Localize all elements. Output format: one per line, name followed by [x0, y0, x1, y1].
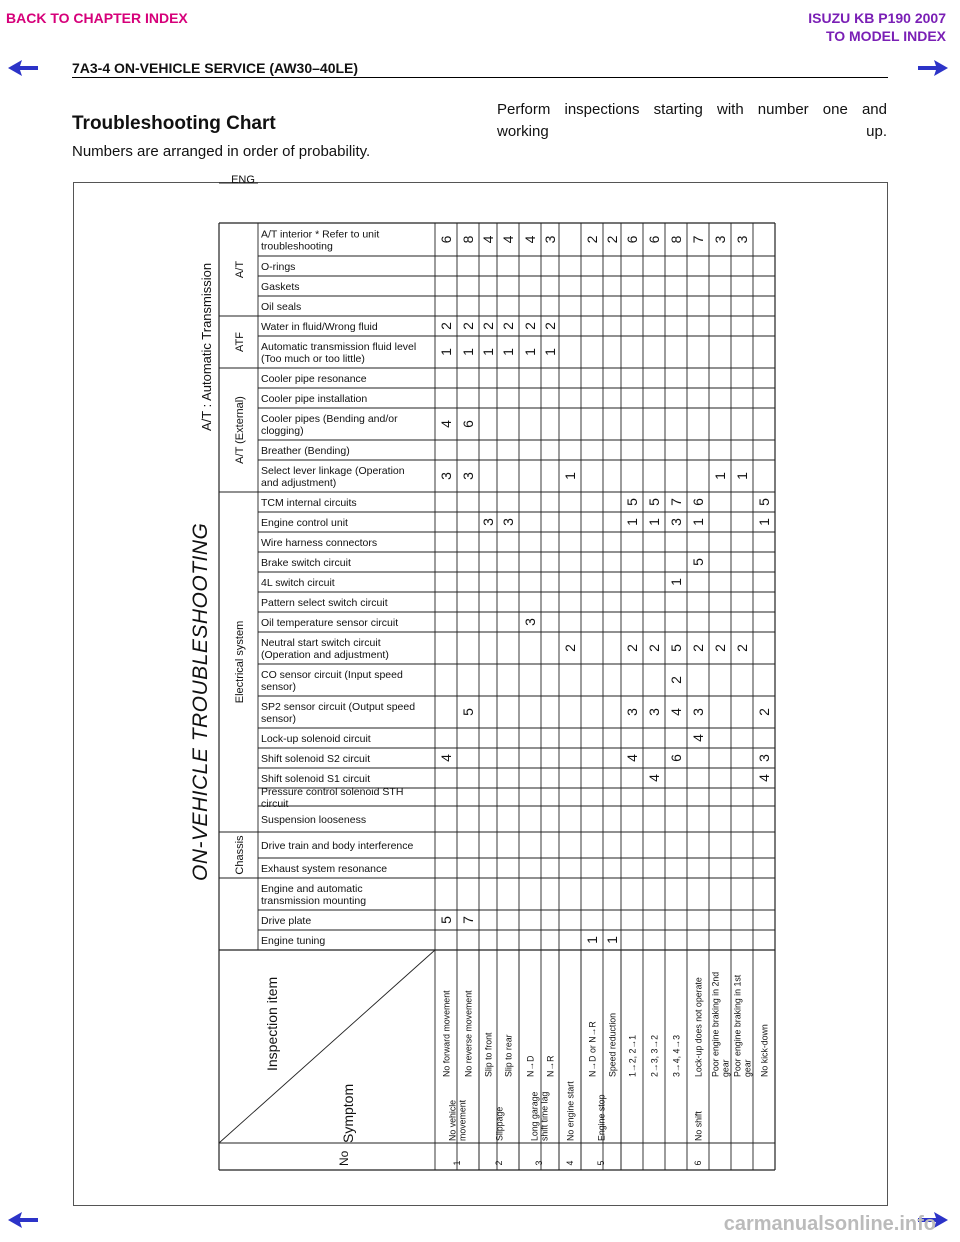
- inspection-item-label: troubleshooting: [261, 240, 333, 253]
- probability-value: 5: [438, 916, 454, 924]
- probability-value: 1: [734, 472, 750, 480]
- probability-value: 2: [712, 644, 728, 652]
- chart-big-title: ON-VEHICLE TROUBLESHOOTING: [189, 522, 212, 881]
- probability-value: 5: [624, 498, 640, 506]
- inspection-item-label: Pattern select switch circuit: [261, 597, 388, 609]
- symptom-group-label: Engine stop: [596, 1094, 607, 1141]
- inspection-item-label: Shift solenoid S2 circuit: [261, 753, 371, 765]
- probability-value: 2: [438, 322, 454, 330]
- probability-value: 2: [584, 235, 600, 244]
- inspection-item-label: Brake switch circuit: [261, 557, 351, 569]
- next-page-arrow-icon[interactable]: [916, 58, 950, 78]
- probability-value: 7: [460, 916, 476, 924]
- symptom-label: No reverse movement: [463, 990, 474, 1077]
- probability-value: 5: [646, 498, 662, 506]
- back-to-chapter-index-link[interactable]: BACK TO CHAPTER INDEX: [6, 10, 188, 26]
- probability-value: 6: [460, 420, 476, 428]
- header-inspection-label: Inspection item: [264, 976, 280, 1071]
- inspection-item-label: Cooler pipe installation: [261, 393, 368, 405]
- probability-value: 2: [522, 322, 538, 330]
- symptom-group-label: movement: [457, 1099, 468, 1141]
- probability-value: 3: [690, 708, 706, 716]
- inspection-item-label: A/T interior * Refer to unit: [261, 228, 380, 241]
- probability-value: 4: [624, 754, 640, 762]
- probability-value: 6: [668, 754, 684, 762]
- probability-value: 1: [604, 936, 620, 944]
- symptom-label: N→R: [545, 1055, 556, 1077]
- symptom-label: Poor engine braking in 1st: [732, 974, 743, 1077]
- probability-value: 3: [460, 472, 476, 480]
- model-name-link[interactable]: ISUZU KB P190 2007: [808, 10, 946, 26]
- probability-value: 1: [690, 518, 706, 526]
- symptom-group-label: Slippage: [494, 1106, 505, 1141]
- probability-value: 3: [712, 235, 728, 244]
- intro-paragraph: [497, 99, 887, 143]
- probability-value: 2: [500, 322, 516, 330]
- probability-value: 5: [668, 644, 684, 652]
- probability-value: 7: [690, 235, 706, 244]
- probability-value: 1: [668, 578, 684, 586]
- probability-value: 4: [480, 235, 496, 244]
- probability-value: 6: [438, 235, 454, 244]
- probability-value: 3: [624, 708, 640, 716]
- probability-value: 7: [668, 498, 684, 506]
- inspection-item-label: sensor): [261, 681, 297, 693]
- symptom-group-number: 5: [596, 1160, 606, 1166]
- inspection-item-label: 4L switch circuit: [261, 577, 335, 589]
- probability-value: 1: [480, 348, 496, 356]
- inspection-item-label: Gaskets: [261, 281, 300, 293]
- symptom-group-label: Long garage: [529, 1091, 540, 1141]
- probability-value: 2: [460, 322, 476, 330]
- probability-value: 4: [438, 754, 454, 762]
- inspection-item-label: Breather (Bending): [261, 445, 350, 457]
- group-label-4: Chassis: [234, 835, 246, 875]
- probability-value: 2: [542, 322, 558, 330]
- chart-legend: A/T : Automatic Transmission: [199, 262, 214, 431]
- symptom-label: Speed reduction: [607, 1012, 618, 1077]
- inspection-item-label: Engine and automatic: [261, 883, 363, 895]
- probability-value: 1: [500, 348, 516, 356]
- group-label-2: A/T (External): [234, 396, 246, 464]
- inspection-item-label: Neutral start switch circuit: [261, 637, 381, 649]
- symptom-group-number: 6: [693, 1160, 703, 1166]
- probability-value: 2: [624, 644, 640, 652]
- header-diagonal-line: [219, 950, 435, 1143]
- symptom-group-label: No shift: [693, 1111, 704, 1141]
- probability-value: 1: [542, 348, 558, 356]
- probability-value: 2: [562, 644, 578, 652]
- to-model-index-link[interactable]: TO MODEL INDEX: [825, 28, 946, 44]
- probability-value: 1: [712, 472, 728, 480]
- probability-value: 1: [646, 518, 662, 526]
- probability-value: 3: [522, 618, 538, 626]
- inspection-item-label: Wire harness connectors: [261, 537, 378, 549]
- symptom-label: Lock-up does not operate: [693, 977, 704, 1077]
- inspection-item-label: Engine tuning: [261, 935, 326, 947]
- inspection-item-label: Oil seals: [261, 301, 302, 313]
- probability-value: 1: [562, 472, 578, 480]
- probability-value: 2: [480, 322, 496, 330]
- group-label-3: Electrical system: [234, 620, 246, 704]
- inspection-item-label: Oil temperature sensor circuit: [261, 617, 399, 629]
- probability-value: 2: [646, 644, 662, 652]
- inspection-item-label: O-rings: [261, 261, 296, 273]
- probability-value: 3: [668, 518, 684, 526]
- probability-value: 5: [460, 708, 476, 716]
- symptom-group-label: No engine start: [565, 1081, 576, 1141]
- probability-value: 4: [646, 774, 662, 782]
- inspection-item-label: transmission mounting: [261, 895, 367, 907]
- symptom-label: No kick-down: [759, 1024, 770, 1077]
- probability-value: 4: [690, 734, 706, 742]
- symptom-label: Slip to front: [483, 1032, 494, 1077]
- probability-value: 3: [734, 235, 750, 244]
- header-no-label: No: [337, 1150, 351, 1166]
- probability-value: 8: [668, 235, 684, 244]
- symptom-group-label: No vehicle: [447, 1099, 458, 1141]
- probability-value: 1: [624, 518, 640, 526]
- inspection-item-label: Drive train and body interference: [261, 840, 414, 852]
- symptom-label: N→D: [525, 1055, 536, 1077]
- inspection-item-label: Select lever linkage (Operation: [261, 465, 405, 477]
- inspection-item-label: Pressure control solenoid STH: [261, 786, 404, 798]
- inspection-item-label: SP2 sensor circuit (Output speed: [261, 701, 416, 713]
- symptom-group-label: shift time lag: [539, 1091, 550, 1141]
- probability-value: 1: [522, 348, 538, 356]
- probability-value: 4: [668, 708, 684, 716]
- section-subtitle: Numbers are arranged in order of probability.: [72, 143, 371, 160]
- symptom-group-number: 4: [565, 1160, 575, 1166]
- inspection-item-label: clogging): [261, 425, 304, 437]
- symptom-label: 1→2, 2→1: [627, 1034, 638, 1077]
- probability-value: 1: [438, 348, 454, 356]
- symptom-label: Poor engine braking in 2nd: [710, 971, 721, 1077]
- symptom-group-number: 1: [452, 1160, 462, 1166]
- inspection-item-label: Water in fluid/Wrong fluid: [261, 321, 378, 333]
- previous-page-arrow-icon[interactable]: [6, 58, 40, 78]
- inspection-item-label: circuit: [261, 798, 289, 810]
- probability-value: 6: [690, 498, 706, 506]
- symptom-group-number: 2: [494, 1160, 504, 1166]
- group-label-0: A/T: [234, 260, 246, 279]
- inspection-item-label: Exhaust system resonance: [261, 863, 388, 875]
- inspection-item-label: (Too much or too little): [261, 353, 365, 365]
- probability-value: 6: [624, 235, 640, 244]
- probability-value: 3: [756, 754, 772, 762]
- probability-value: 2: [604, 235, 620, 244]
- probability-value: 4: [756, 774, 772, 782]
- footer-watermark: carmanualsonline.info: [723, 1213, 936, 1235]
- symptom-label: Slip to rear: [503, 1034, 514, 1077]
- group-label-5: ENG: [231, 174, 255, 186]
- inspection-item-label: Cooler pipe resonance: [261, 373, 367, 385]
- symptom-group-number: 3: [534, 1160, 544, 1166]
- inspection-item-label: Automatic transmission fluid level: [261, 341, 417, 353]
- inspection-item-label: TCM internal circuits: [261, 497, 357, 509]
- probability-value: 1: [756, 518, 772, 526]
- inspection-item-label: Cooler pipes (Bending and/or: [261, 413, 398, 425]
- probability-value: 3: [438, 472, 454, 480]
- symptom-label: N→D or N→R: [587, 1021, 598, 1077]
- probability-value: 3: [542, 235, 558, 244]
- probability-value: 2: [734, 644, 750, 652]
- probability-value: 3: [480, 518, 496, 526]
- probability-value: 2: [690, 644, 706, 652]
- probability-value: 2: [756, 708, 772, 716]
- inspection-item-label: CO sensor circuit (Input speed: [261, 669, 403, 681]
- inspection-item-label: Lock-up solenoid circuit: [261, 733, 371, 745]
- page-header: 7A3-4 ON-VEHICLE SERVICE (AW30–40LE): [72, 60, 359, 76]
- inspection-item-label: Engine control unit: [261, 517, 348, 529]
- header-rule: [72, 77, 888, 78]
- probability-value: 1: [584, 936, 600, 944]
- probability-value: 5: [756, 498, 772, 506]
- probability-value: 3: [646, 708, 662, 716]
- symptom-label: gear: [742, 1059, 753, 1077]
- symptom-label: gear: [720, 1059, 731, 1077]
- probability-value: 2: [668, 676, 684, 684]
- probability-value: 1: [460, 348, 476, 356]
- chart-frame: [73, 174, 888, 1206]
- probability-value: 4: [500, 235, 516, 244]
- header-symptom-label: Symptom: [340, 1083, 356, 1143]
- intro-line-1: Perform inspections starting with number one and: [497, 101, 887, 118]
- symptom-label: No forward movement: [441, 990, 452, 1077]
- probability-value: 3: [500, 518, 516, 526]
- inspection-item-label: Suspension looseness: [261, 814, 367, 826]
- probability-value: 8: [460, 235, 476, 244]
- symptom-label: 2→3, 3→2: [649, 1034, 660, 1077]
- troubleshooting-table: [74, 174, 887, 1205]
- symptom-label: 3→4, 4→3: [671, 1034, 682, 1077]
- inspection-item-label: and adjustment): [261, 477, 337, 489]
- probability-value: 6: [646, 235, 662, 244]
- probability-value: 4: [522, 235, 538, 244]
- inspection-item-label: (Operation and adjustment): [261, 649, 389, 661]
- intro-line-2: working up.: [497, 123, 887, 140]
- inspection-item-label: sensor): [261, 713, 297, 725]
- section-title: Troubleshooting Chart: [72, 113, 276, 134]
- previous-page-arrow-bottom-icon[interactable]: [6, 1210, 40, 1230]
- group-label-1: ATF: [234, 332, 246, 352]
- probability-value: 4: [438, 420, 454, 428]
- inspection-item-label: Shift solenoid S1 circuit: [261, 773, 371, 785]
- probability-value: 5: [690, 558, 706, 566]
- inspection-item-label: Drive plate: [261, 915, 312, 927]
